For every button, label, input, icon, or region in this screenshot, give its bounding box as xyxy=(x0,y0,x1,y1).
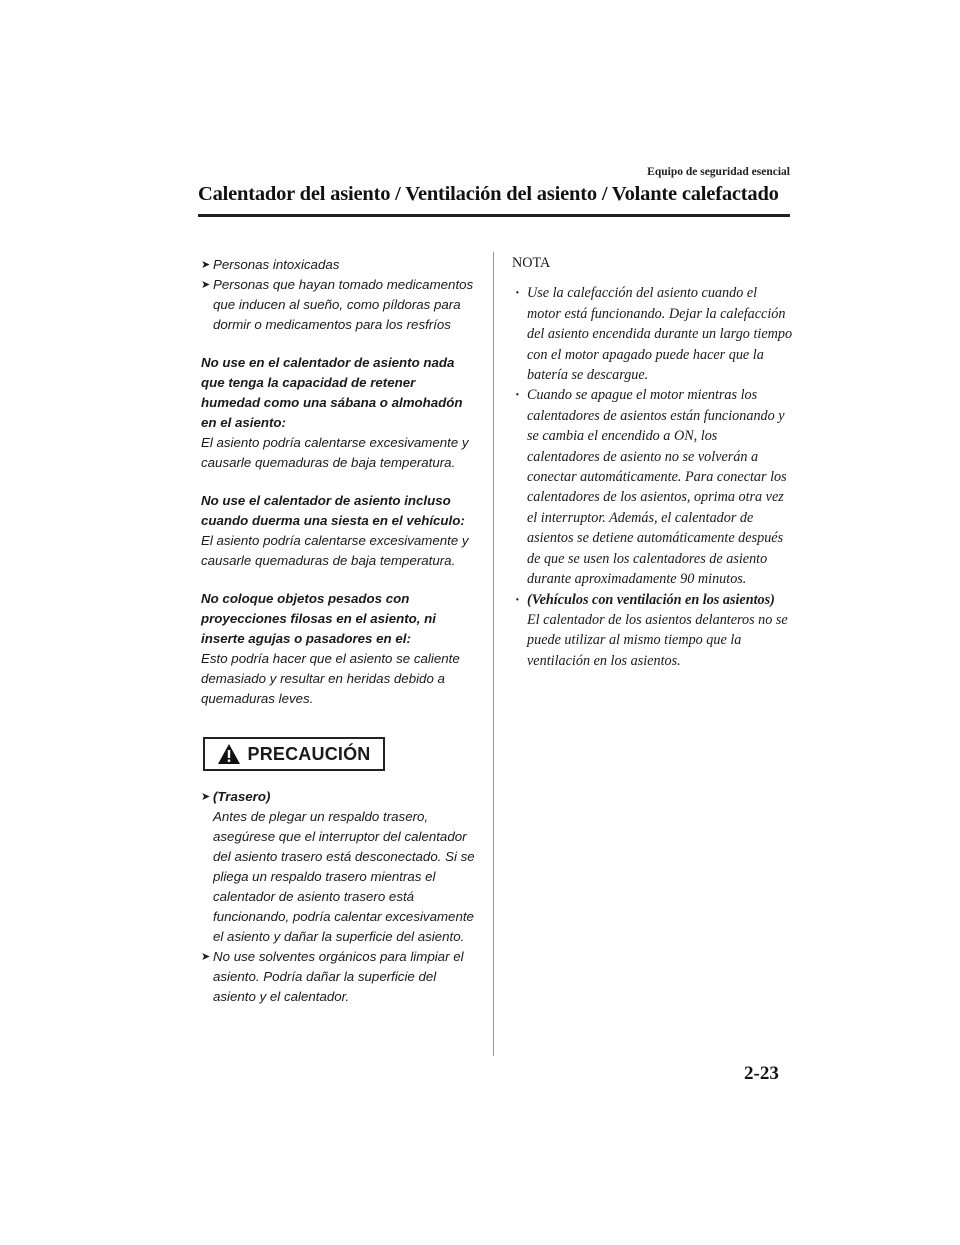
dot-bullet-icon: · xyxy=(515,285,520,302)
warning-triangle-icon xyxy=(217,743,241,765)
warning-body: Esto podría hacer que el asiento se caliente demasiado y resultar en heridas debido a quemaduras leves. xyxy=(201,651,460,706)
list-item xyxy=(201,275,475,335)
arrow-bullet-icon: ➤ xyxy=(201,791,211,803)
note-item xyxy=(511,385,793,589)
column-divider xyxy=(493,252,494,1056)
arrow-bullet-icon: ➤ xyxy=(201,259,211,271)
list-item-text: Personas intoxicadas xyxy=(213,257,340,272)
note-text: Cuando se apague el motor mientras los calentadores de asientos están funcionando y se cambia el encendido a ON, los calentadores de asiento no se volverán a conectar automáticamente. Para conectar los calentadores de los asientos, oprima otra vez el interruptor. Además, el calentador de asientos se detiene automáticamente después de que se usen los calentadores de asiento durante aproximadamente 90 minutos. xyxy=(527,387,787,588)
warning-heading: No coloque objetos pesados con proyecciones filosas en el asiento, ni inserte agujas o pasadores en el: xyxy=(201,591,436,646)
caution-box xyxy=(203,737,385,771)
warning-heading: No use en el calentador de asiento nada que tenga la capacidad de retener humedad como una sábana o almohadón en el asiento: xyxy=(201,355,463,430)
list-item-text: Personas que hayan tomado medicamentos que inducen al sueño, como píldoras para dormir o medicamentos para los resfríos xyxy=(213,277,474,332)
warning-block xyxy=(201,491,475,571)
warning-block xyxy=(201,589,475,709)
page-number: 2-23 xyxy=(744,1063,779,1084)
right-column xyxy=(511,253,793,671)
arrow-bullet-icon: ➤ xyxy=(201,279,211,291)
warning-heading: No use el calentador de asiento incluso cuando duerma una siesta en el vehículo: xyxy=(201,493,465,528)
list-item xyxy=(201,787,475,947)
list-item xyxy=(201,255,475,275)
dot-bullet-icon: · xyxy=(515,591,520,608)
note-heading: (Vehículos con ventilación en los asientos) xyxy=(527,591,775,608)
note-item xyxy=(511,590,793,672)
list-item-text: No use solventes orgánicos para limpiar el asiento. Podría dañar la superficie del asiento y el calentador. xyxy=(213,949,464,1004)
arrow-bullet-icon: ➤ xyxy=(201,951,211,963)
nota-title: NOTA xyxy=(512,255,551,271)
header-rule xyxy=(198,214,790,217)
list-item-heading: (Trasero) xyxy=(213,789,271,804)
note-text: Use la calefacción del asiento cuando el motor está funcionando. Dejar la calefacción del asiento encendida durante un largo tiempo con el motor apagado puede hacer que la batería se descargue. xyxy=(527,285,793,384)
list-item xyxy=(201,947,475,1007)
dot-bullet-icon: · xyxy=(515,387,520,404)
warning-block xyxy=(201,353,475,473)
caution-label: PRECAUCIÓN xyxy=(247,744,371,764)
list-item-text: Antes de plegar un respaldo trasero, asegúrese que el interruptor del calentador del asiento trasero está desconectado. Si se pliega un respaldo trasero mientras el calentador de asiento trasero está funcionando, podría calentar excesivamente el asiento y dañar la superficie del asiento. xyxy=(213,809,475,944)
section-label: Equipo de seguridad esencial xyxy=(647,166,790,178)
note-text: El calentador de los asientos delanteros no se puede utilizar al mismo tiempo que la ventilación en los asientos. xyxy=(527,611,788,669)
left-column xyxy=(201,255,475,1007)
note-item xyxy=(511,283,793,385)
page-title: Calentador del asiento / Ventilación del asiento / Volante calefactado xyxy=(198,183,779,205)
warning-body: El asiento podría calentarse excesivamente y causarle quemaduras de baja temperatura. xyxy=(201,533,469,568)
warning-body: El asiento podría calentarse excesivamente y causarle quemaduras de baja temperatura. xyxy=(201,435,469,470)
